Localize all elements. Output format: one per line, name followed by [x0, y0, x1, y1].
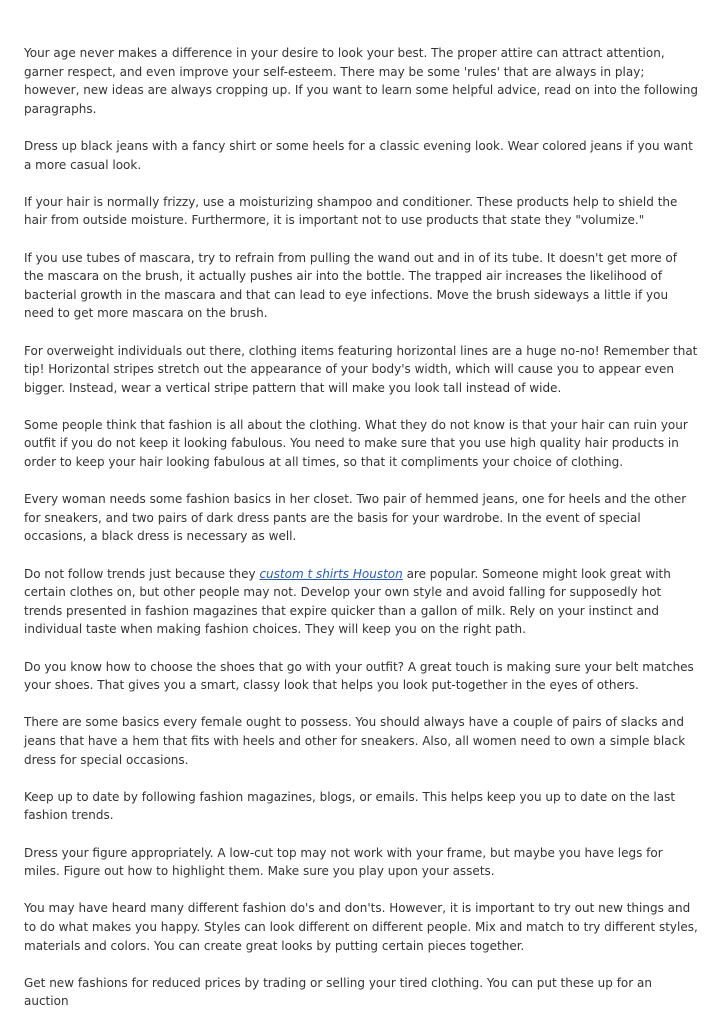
paragraph-dos-donts: You may have heard many different fashion do's and don'ts. However, it is important to try out new things and to do what makes you happy. Styles can look different on different people. Mix and match to try different styles, materials and colors. You can create great looks by putting certain pieces together. — [24, 901, 698, 953]
paragraph-intro: Your age never makes a difference in your desire to look your best. The proper attire can attract attention, garner respect, and even improve your self-esteem. There may be some 'rules' that are always in play; however, new ideas are always cropping up. If you want to learn some helpful advice, read on into the following paragraphs. — [24, 46, 698, 116]
paragraph-basics-female: There are some basics every female ought to possess. You should always have a couple of pairs of slacks and jeans that have a hem that fits with heels and other for sneakers. Also, all women need to own a simple black dress for special occasions. — [24, 715, 686, 767]
paragraph-trends-after: are popular. Someone might look great with certain clothes on, but other people may not. Develop your own style and avoid falling for supposedly hot trends presented in fashion magazines that expire quicker than a gallon of milk. Rely on your instinct and individual taste when making fashion choices. They will keep you on the right path. — [24, 566, 671, 637]
paragraph-trends — [24, 565, 700, 639]
paragraph-frizzy-hair: If your hair is normally frizzy, use a moisturizing shampoo and conditioner. These products help to shield the hair from outside moisture. Furthermore, it is important not to use products that state they "volumize." — [24, 194, 678, 228]
paragraph-horizontal-lines: For overweight individuals out there, clothing items featuring horizontal lines are a huge no-no! Remember that tip! Horizontal stripes stretch out the appearance of your body's width, which will cause you to appear even bigger. Instead, wear a vertical stripe pattern that will make you look tall instead of wide. — [24, 343, 698, 395]
paragraph-mascara: If you use tubes of mascara, try to refrain from pulling the wand out and in of its tube. It doesn't get more of the mascara on the brush, it actually pushes air into the bottle. The trapped air increases the likelihood of bacterial growth in the mascara and that can lead to eye infections. Move the brush sideways a little if you need to get more mascara on the brush. — [24, 250, 677, 321]
paragraph-reduced-prices: Get new fashions for reduced prices by trading or selling your tired clothing. You can put these up for an auction — [24, 975, 652, 1009]
paragraph-magazines: Keep up to date by following fashion magazines, blogs, or emails. This helps keep you up to date on the last fashion trends. — [24, 789, 676, 823]
article-body — [24, 44, 700, 1029]
paragraph-black-jeans: Dress up black jeans with a fancy shirt or some heels for a classic evening look. Wear colored jeans if you want a more casual look. — [24, 138, 693, 172]
paragraph-shoes-belt: Do you know how to choose the shoes that go with your outfit? A great touch is making sure your belt matches your shoes. That gives you a smart, classy look that helps you look put-together in the eyes of others. — [24, 659, 694, 693]
paragraph-hair-products: Some people think that fashion is all about the clothing. What they do not know is that your hair can ruin your outfit if you do not keep it looking fabulous. You need to make sure that you use high quality hair products in order to keep your hair looking fabulous at all times, so that it compliments your choice of clothing. — [24, 417, 688, 470]
paragraph-figure: Dress your figure appropriately. A low-cut top may not work with your frame, but maybe you have legs for miles. Figure out how to highlight them. Make sure you play upon your assets. — [24, 845, 663, 879]
paragraph-trends-before: Do not follow trends just because they — [24, 566, 260, 581]
custom-t-shirts-link[interactable]: custom t shirts Houston — [259, 566, 403, 581]
paragraph-fashion-basics: Every woman needs some fashion basics in her closet. Two pair of hemmed jeans, one for heels and the other for sneakers, and two pairs of dark dress pants are the basis for your wardrobe. In the event of special occasions, a black dress is necessary as well. — [24, 492, 687, 544]
